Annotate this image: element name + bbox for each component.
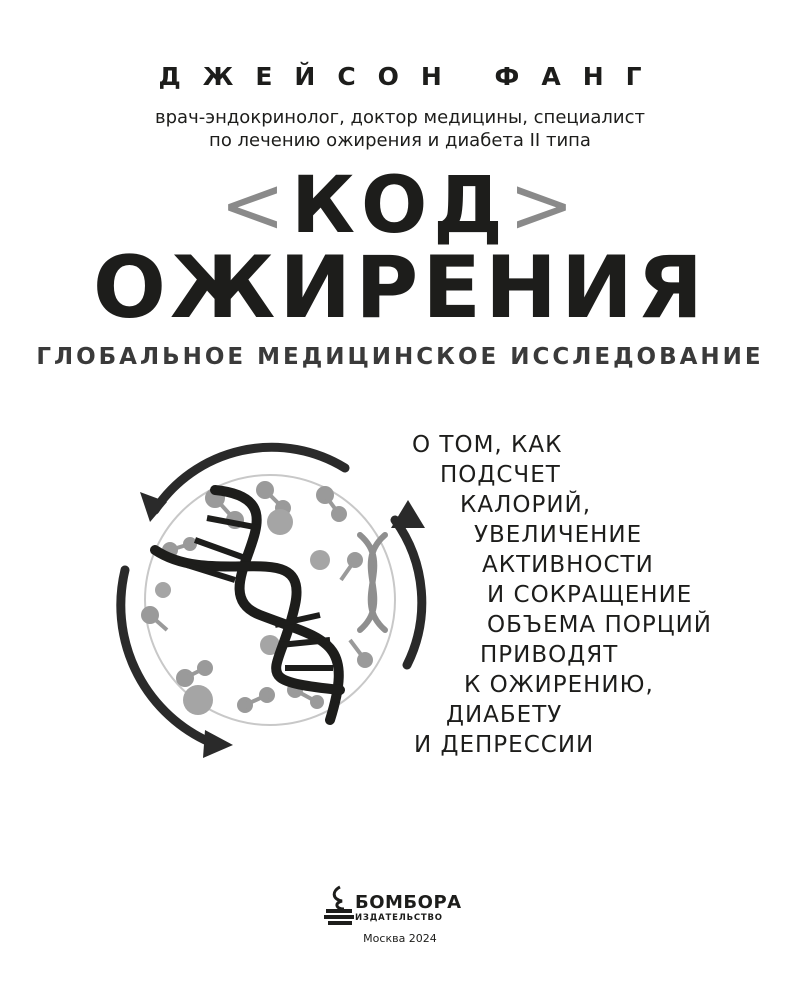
- blurb-line: КАЛОРИЙ,: [460, 492, 592, 518]
- blurb-line: К ОЖИРЕНИЮ,: [464, 672, 654, 698]
- blurb-line: АКТИВНОСТИ: [482, 552, 654, 578]
- city-year: Москва 2024: [363, 932, 437, 945]
- publisher-imprint: ИЗДАТЕЛЬСТВО: [355, 913, 443, 923]
- author-name: ДЖЕЙСОН ФАНГ: [158, 62, 664, 91]
- blurb-line: ПРИВОДЯТ: [480, 642, 619, 668]
- blurb-line: ПОДСЧЕТ: [440, 462, 561, 488]
- author-credentials: [0, 106, 800, 152]
- credentials-line: по лечению ожирения и диабета II типа: [209, 130, 591, 151]
- book-title-art: [0, 170, 800, 340]
- blurb-line: О ТОМ, КАК: [412, 432, 563, 458]
- blurb-line: ОБЪЕМА ПОРЦИЙ: [487, 612, 712, 638]
- title-line-1: <КОД>: [219, 170, 581, 251]
- book-title: [0, 170, 800, 340]
- blurb-text: [0, 425, 800, 765]
- credentials-line: врач-эндокринолог, доктор медицины, специалист: [155, 107, 645, 128]
- book-subtitle: ГЛОБАЛЬНОЕ МЕДИЦИНСКОЕ ИССЛЕДОВАНИЕ: [36, 344, 764, 370]
- blurb-line: И СОКРАЩЕНИЕ: [487, 582, 693, 608]
- blurb-line: И ДЕПРЕССИИ: [414, 732, 595, 758]
- blurb-line: УВЕЛИЧЕНИЕ: [474, 522, 643, 548]
- publisher-name: БОМБОРА: [355, 892, 462, 913]
- blurb-line: ДИАБЕТУ: [446, 702, 563, 728]
- title-line-2: ОЖИРЕНИЯ: [92, 238, 708, 338]
